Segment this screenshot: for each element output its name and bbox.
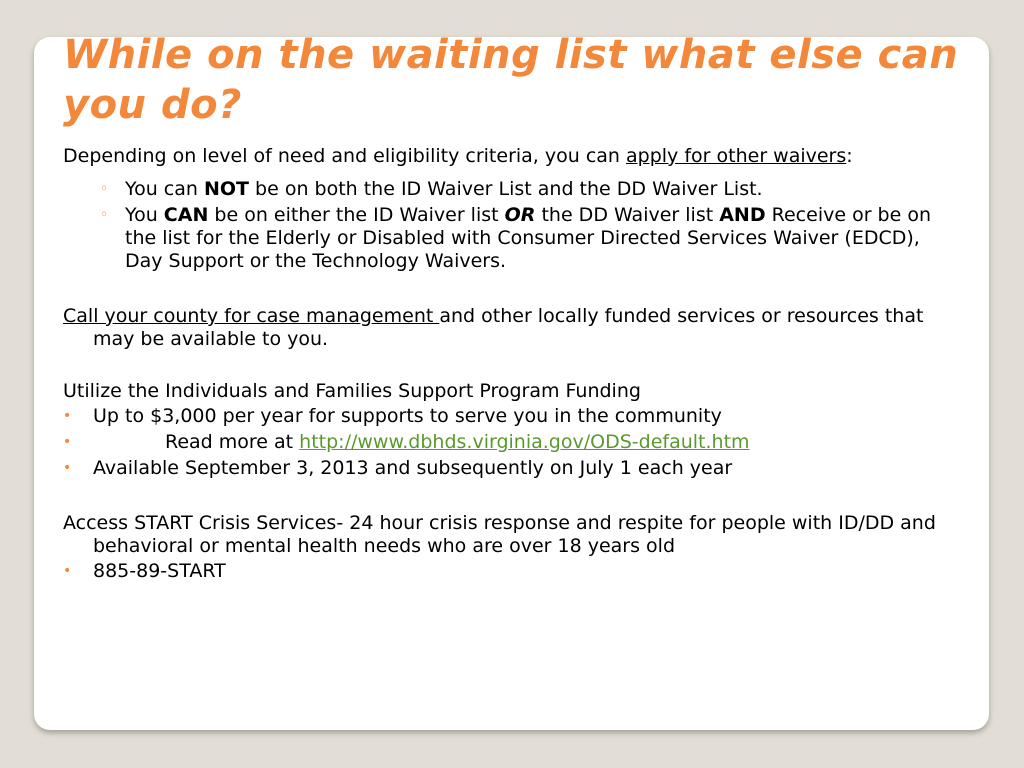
bullet-text: Available September 3, 2013 and subsequently on July 1 each year xyxy=(93,457,733,479)
sub-item-bold: AND xyxy=(719,204,766,226)
sub-item-bold: CAN xyxy=(163,204,209,226)
list-item xyxy=(63,560,953,583)
sub-item-text: You xyxy=(125,204,164,226)
list-item xyxy=(63,178,953,201)
slide-title: While on the waiting list what else can you do? xyxy=(63,32,959,128)
county-paragraph xyxy=(63,305,953,351)
bullet-icon: • xyxy=(63,408,72,424)
spacer xyxy=(63,483,953,512)
waivers-tail-text: : xyxy=(846,145,853,167)
spacer xyxy=(63,276,953,305)
list-item xyxy=(63,405,953,428)
apply-other-waivers-link[interactable]: apply for other waivers xyxy=(626,145,847,167)
spacer xyxy=(63,351,953,380)
hollow-bullet-icon: ◦ xyxy=(100,181,109,197)
bullet-icon: • xyxy=(63,460,72,476)
start-crisis-paragraph: Access START Crisis Services- 24 hour crisis response and respite for people with ID/DD and behavioral or mental health needs who are over 18 years old xyxy=(63,512,936,557)
call-county-link[interactable]: Call your county for case management xyxy=(63,305,440,327)
hollow-bullet-icon: ◦ xyxy=(100,207,109,223)
sub-item-text: Receive or be on the list for the Elderly or Disabled with Consumer Directed Services Waiver (EDCD), Day Support or the Technology Waivers. xyxy=(125,204,932,272)
bullet-text: Up to $3,000 per year for supports to serve you in the community xyxy=(93,405,722,427)
county-rest-text: and other locally funded services or resources that may be available to you. xyxy=(93,305,924,350)
list-item xyxy=(63,431,953,454)
start-bullet-list xyxy=(63,560,953,583)
bullet-text: Read more at xyxy=(165,431,300,453)
waiver-sub-list xyxy=(63,178,953,273)
sub-item-bold: NOT xyxy=(203,178,249,200)
bullet-icon: • xyxy=(63,434,72,450)
ifsp-heading: Utilize the Individuals and Families Support Program Funding xyxy=(63,380,641,402)
waivers-lead-text: Depending on level of need and eligibility criteria, you can xyxy=(63,145,627,167)
bullet-text: 885-89-START xyxy=(93,560,226,582)
slide-body xyxy=(63,145,953,586)
dbhds-url-link[interactable]: http://www.dbhds.virginia.gov/ODS-default.htm xyxy=(299,431,750,453)
ifsp-bullet-list xyxy=(63,405,953,480)
waivers-paragraph xyxy=(63,145,953,168)
sub-item-text: the DD Waiver list xyxy=(535,204,720,226)
sub-item-bold-italic: OR xyxy=(504,204,536,226)
sub-item-text: be on either the ID Waiver list xyxy=(208,204,505,226)
list-item xyxy=(63,204,953,273)
list-item xyxy=(63,457,953,480)
bullet-icon: • xyxy=(63,563,72,579)
sub-item-text: You can xyxy=(125,178,204,200)
sub-item-text: be on both the ID Waiver List and the DD Waiver List. xyxy=(248,178,763,200)
